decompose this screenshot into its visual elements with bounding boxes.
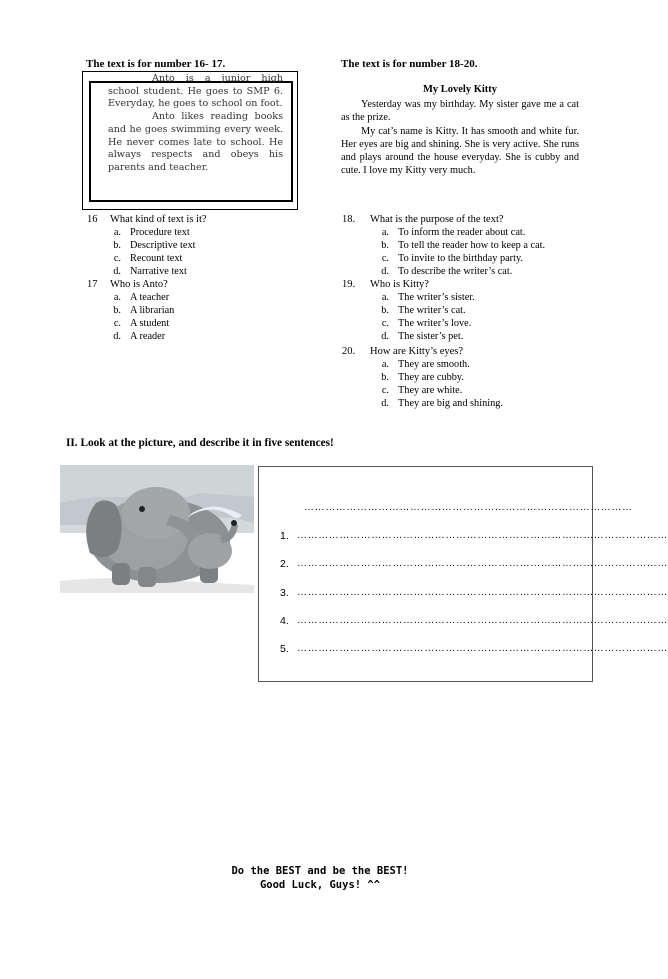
option-c: c. To invite to the birthday party. <box>381 253 524 264</box>
option-d: d. Narrative text <box>113 266 187 277</box>
option-a: a. They are smooth. <box>381 359 470 370</box>
option-d: d. The sister’s pet. <box>381 331 464 342</box>
title-dotted-line[interactable]: ………………………………………………………………………………… <box>304 502 633 513</box>
option-b: b. A librarian <box>113 305 175 316</box>
question-number: 17 <box>87 279 98 290</box>
elephant-picture <box>60 463 254 593</box>
answer-line-3[interactable]: …………………………………………………………………………………………… <box>297 587 668 598</box>
option-a: a. A teacher <box>113 292 170 303</box>
option-a: a. Procedure text <box>113 227 190 238</box>
option-c: c. They are white. <box>381 385 463 396</box>
answer-line-number: 3. <box>280 587 289 599</box>
option-d: d. A reader <box>113 331 166 342</box>
question-text: Who is Kitty? <box>370 279 429 290</box>
answer-line-number: 4. <box>280 615 289 627</box>
answer-line-1[interactable]: …………………………………………………………………………………………… <box>297 530 668 541</box>
option-c: c. A student <box>113 318 170 329</box>
option-a: a. To inform the reader about cat. <box>381 227 526 238</box>
option-b: b. They are cubby. <box>381 372 464 383</box>
option-d: d. To describe the writer’s cat. <box>381 266 513 277</box>
question-number: 16 <box>87 214 98 225</box>
question-text: What kind of text is it? <box>110 214 207 225</box>
question-text: What is the purpose of the text? <box>370 214 504 225</box>
section-2-instruction: II. Look at the picture, and describe it in five sentences! <box>66 437 334 449</box>
option-b: b. To tell the reader how to keep a cat. <box>381 240 546 251</box>
answer-line-number: 1. <box>280 530 289 542</box>
kitty-title: My Lovely Kitty <box>422 84 498 95</box>
question-number: 19. <box>342 279 356 290</box>
question-text: Who is Anto? <box>110 279 168 290</box>
footer-line-2: Good Luck, Guys! ^^ <box>259 879 381 891</box>
option-a: a. The writer’s sister. <box>381 292 475 303</box>
anto-paragraph-2: Anto likes reading books and he goes swimming every week. He never comes late to school. He always respects and obeys his parents and teacher. <box>108 111 283 173</box>
question-number: 18. <box>342 214 356 225</box>
question-number: 20. <box>342 346 356 357</box>
option-d: d. They are big and shining. <box>381 398 503 409</box>
answer-line-5[interactable]: …………………………………………………………………………………………… <box>297 643 668 654</box>
answer-line-4[interactable]: …………………………………………………………………………………………… <box>297 615 668 626</box>
option-b: b. Descriptive text <box>113 240 196 251</box>
left-text-header: The text is for number 16- 17. <box>86 58 226 70</box>
right-text-header: The text is for number 18-20. <box>341 58 478 70</box>
kitty-paragraph-2: My cat’s name is Kitty. It has smooth and white fur. Her eyes are big and shining. She is very active. She runs and plays around the house everyday. She is cubby and cute. I love my Kitty very much. <box>341 125 579 177</box>
anto-paragraph-1: Anto is a junior high school student. He goes to SMP 6. Everyday, he goes to school on foot. <box>108 73 283 110</box>
answer-line-number: 2. <box>280 558 289 570</box>
anto-passage <box>108 73 283 206</box>
answer-line-2[interactable]: …………………………………………………………………………………………… <box>297 558 668 569</box>
kitty-passage <box>341 98 579 178</box>
option-b: b. The writer’s cat. <box>381 305 466 316</box>
option-c: c. Recount text <box>113 253 183 264</box>
answer-line-number: 5. <box>280 643 289 655</box>
kitty-paragraph-1: Yesterday was my birthday. My sister gave me a cat as the prize. <box>341 99 579 124</box>
footer-line-1: Do the BEST and be the BEST! <box>231 865 409 877</box>
question-text: How are Kitty’s eyes? <box>370 346 464 357</box>
option-c: c. The writer’s love. <box>381 318 472 329</box>
